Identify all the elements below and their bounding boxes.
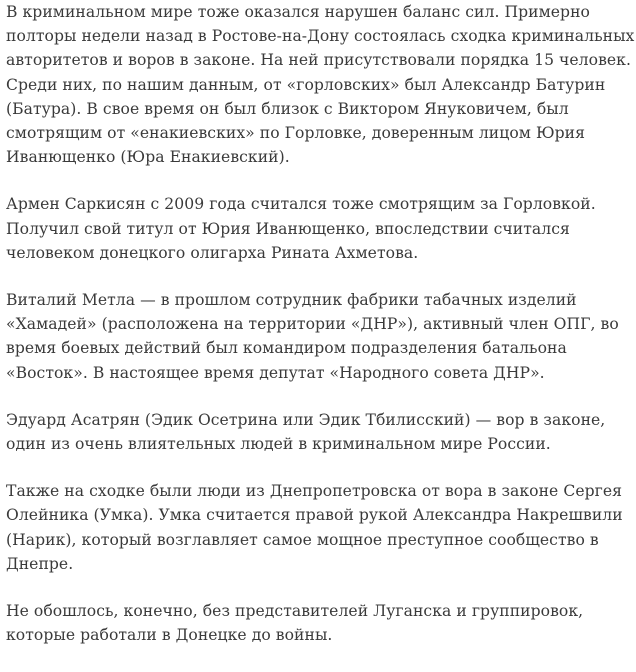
text-line: которые работали в Донецке до войны. xyxy=(6,626,333,645)
text-line: Также на сходке были люди из Днепропетровска от вора в законе Сергея xyxy=(6,482,623,501)
text-line: Олейника (Умка). Умка считается правой рукой Александра Накрешвили xyxy=(6,506,623,525)
text-line: «Хамадей» (расположена на территории «ДНР»), активный член ОПГ, во xyxy=(6,315,619,334)
text-line: один из очень влиятельных людей в криминальном мире России. xyxy=(6,435,551,454)
text-line: время боевых действий был командиром подразделения батальона xyxy=(6,339,567,358)
text-line: (Нарик), который возглавляет самое мощное преступное сообщество в xyxy=(6,530,599,549)
text-line: (Батура). В свое время он был близок с Виктором Януковичем, был xyxy=(6,99,569,118)
paragraph-4 xyxy=(6,408,634,456)
text-line: «Восток». В настоящее время депутат «Народного совета ДНР». xyxy=(6,363,545,382)
text-line: Днепре. xyxy=(6,554,74,573)
text-line: Не обошлось, конечно, без представителей Луганска и группировок, xyxy=(6,602,584,621)
paragraph-1 xyxy=(6,0,634,169)
text-line: Получил свой титул от Юрия Иванющенко, впоследствии считался xyxy=(6,219,570,238)
paragraph-5 xyxy=(6,479,634,576)
text-line: Эдуард Асатрян (Эдик Осетрина или Эдик Тбилисский) — вор в законе, xyxy=(6,410,606,429)
text-line: Виталий Метла — в прошлом сотрудник фабрики табачных изделий xyxy=(6,291,577,310)
paragraph-3 xyxy=(6,288,634,385)
text-line: полторы недели назад в Ростове-на-Дону состоялась сходка криминальных xyxy=(6,27,635,46)
paragraph-6 xyxy=(6,599,634,647)
text-line: авторитетов и воров в законе. На ней присутствовали порядка 15 человек. xyxy=(6,51,631,70)
text-line: человеком донецкого олигарха Рината Ахметова. xyxy=(6,243,419,262)
text-line: Армен Саркисян с 2009 года считался тоже смотрящим за Горловкой. xyxy=(6,195,596,214)
text-line: смотрящим от «енакиевских» по Горловке, доверенным лицом Юрия xyxy=(6,124,585,143)
article-body xyxy=(6,0,634,670)
text-line: В криминальном мире тоже оказался нарушен баланс сил. Примерно xyxy=(6,3,590,21)
text-line: Среди них, по нашим данным, от «горловских» был Александр Батурин xyxy=(6,75,606,94)
text-line: Иванющенко (Юра Енакиевский). xyxy=(6,148,290,167)
paragraph-2 xyxy=(6,192,634,265)
